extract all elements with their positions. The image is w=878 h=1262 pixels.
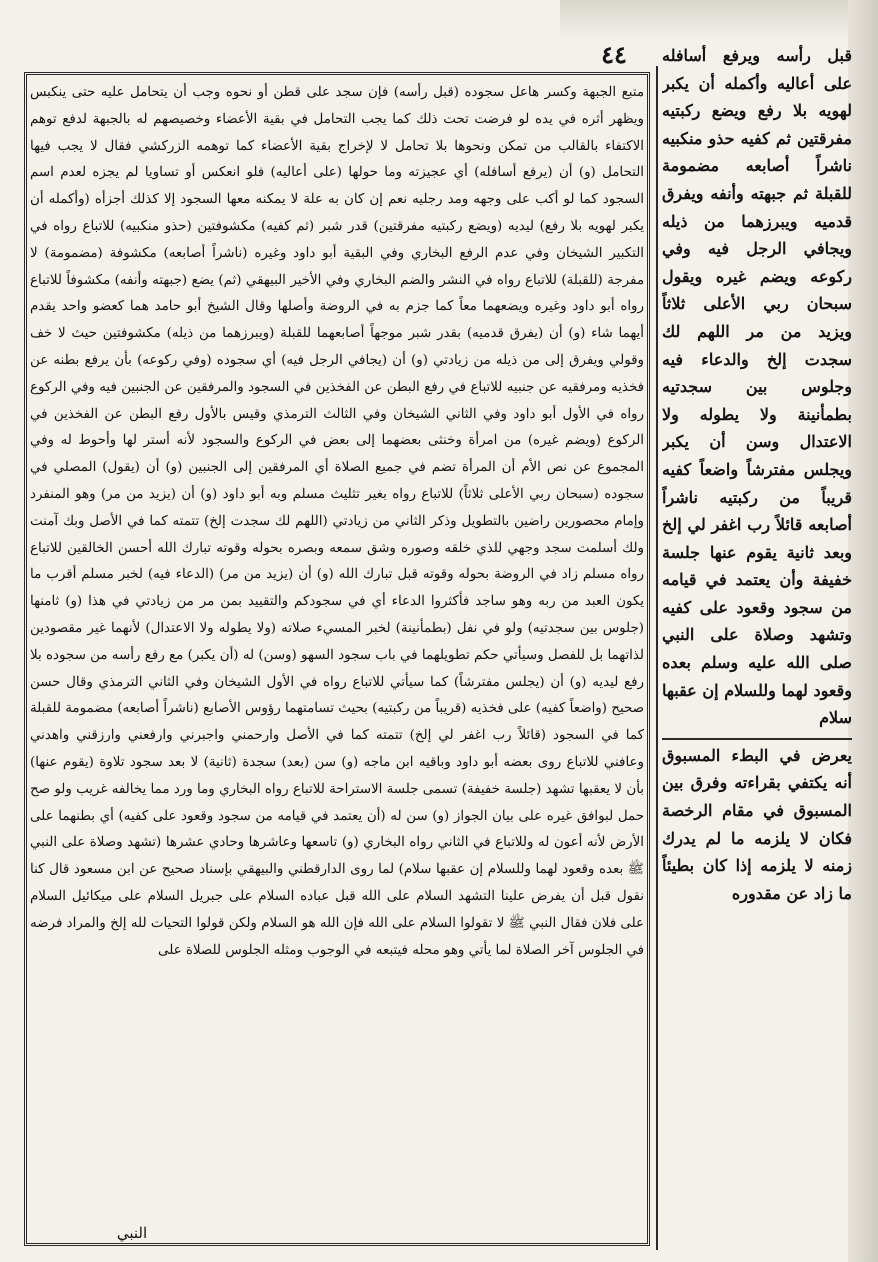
- margin-matn-text: قبل رأسه ويرفع أسافله على أعاليه وأكمله أن يكبر لهويه بلا رفع ويضع ركبتيه مفرقتين ثم كفيه حذو منكبيه ناشراً أصابعه مضمومة للقبلة ثم جبهته وأنفه ويفرق قدميه ويبرزهما من ذيله ويجافي الرجل فيه وفي ركوعه ويضم غيره ويقول سبحان ربي الأعلى ثلاثاً ويزيد من مر اللهم لك سجدت إلخ والدعاء فيه وجلوس بين سجدتيه بطمأنينة ولا يطوله ولا الاعتدال وسن أن يكبر ويجلس مفترشاً واضعاً كفيه قريباً من ركبتيه ناشراً أصابعه قائلاً رب اغفر لي إلخ وبعد ثانية يقوم عنها جلسة خفيفة وأن يعتمد في قيامه من سجود وقعود على كفيه وتشهد وصلاة على النبي صلى الله عليه وسلم بعده وقعود لهما وللسلام إن عقبها سلام: [662, 46, 852, 728]
- scan-shadow-top: [560, 0, 878, 40]
- margin-note-text: يعرض في البطء المسبوق أنه يكتفي بقراءته وفرق بين المسبوق في مقام الرخصة فكان لا يلزمه ما لم يدرك زمنه لا يلزمه إذا كان بطيئاً ما زاد عن مقدوره: [662, 745, 852, 903]
- page-number: ٤٤: [601, 40, 627, 69]
- commentary-paragraph: متبع الجبهة وكسر هاعل سجوده (قبل رأسه) فإن سجد على قطن أو نحوه وجب أن يتحامل عليه حتى ينكبس ويظهر أثره في يده لو فرضت تحت ذلك كما يجب التحامل في بقية الأعضاء وخصيصهم له بالجبهة لدفع توهم الاكتفاء بالقالب من تمكن ونحوها بلا تحامل لا لإخراج بقية الأعضاء كما توهمه الزركشي فقال لا يجب فيها التحامل (و) أن (يرفع أسافله) أي عجيزته وما حولها (على أعاليه) فلو انعكس أو تساويا لم يجزه لعدم اسم السجود كما لو أكب على وجهه ومد رجليه نعم إن كان به علة لا يمكنه معها السجود إلا كذلك أجزأه (وأكمله أن يكبر لهويه بلا رفع) ليديه (ويضع ركبتيه مفرقتين) قدر شبر (ثم كفيه) مكشوفتين (حذو منكبيه) للاتباع رواه في التكبير الشيخان وفي عدم الرفع البخاري وفي البقية أبو داود وغيره (ناشراً أصابعه) مكشوفة (مضمومة) لا مفرجة (للقبلة) للاتباع رواه في النشر والضم البخاري وفي الأخير البيهقي (ثم) يضع (جبهته وأنفه) مكشوفاً للاتباع رواه أبو داود وغيره ويضعهما معاً كما جزم به في الروضة وأصلها وقال الشيخ أبو حامد هما كعضو واحد يقدم أيهما شاء (و) أن (يفرق قدميه) بقدر شبر موجهاً أصابعهما للقبلة (ويبرزهما من ذيله) مكشوفتين حيث لا خف وقولي ويفرق إلى من ذيله من زيادتي (و) أن (يجافي الرجل فيه) أي سجوده (وفي ركوعه) بأن يرفع بطنه عن فخذيه ومرفقيه عن جنبيه للاتباع في رفع البطن عن الفخذين في السجود والمرفقين عن الجنبين فيه وفي الركوع رواه في الأول أبو داود وفي الثاني الشيخان وفي الثالث الترمذي وقيس بالأول رفع البطن عن الفخذين في الركوع (ويضم غيره) من امرأة وخنثى بعضهما إلى بعض في الركوع والسجود لأنه أستر لها وأحوط له وفي المجموع عن نص الأم أن المرأة تضم في جميع الصلاة أي المرفقين إلى الجنبين (و) أن (يقول) المصلي في سجوده (سبحان ربي الأعلى ثلاثاً) للاتباع رواه بغير تثليث مسلم وبه أبو داود (و) أن (يزيد من مر) وهو المنفرد وإمام محصورين راضين بالتطويل وذكر الثاني من زيادتي (اللهم لك سجدت إلخ) تتمته كما في الأصل وبك آمنت ولك أسلمت سجد وجهي للذي خلقه وصوره وشق سمعه وبصره بحوله وقوته تبارك الله أحسن الخالقين للاتباع رواه مسلم زاد في الروضة بحوله وقوته قبل تبارك الله (و) أن (يزيد من مر) (الدعاء فيه) لخبر مسلم أقرب ما يكون العبد من ربه وهو ساجد فأكثروا الدعاء أي في سجودكم والتقييد بمن مر من زيادتي في هذا (و) ثامنها (جلوس بين سجدتيه) ولو في نفل (بطمأنينة) لخبر المسيء صلاته (ولا يطوله ولا الاعتدال) لأنهما غير مقصودين لذاتهما بل للفصل وسيأتي حكم تطويلهما في باب سجود السهو (وسن) له (أن يكبر) مع رفع رأسه من سجوده بلا رفع ليديه (و) أن (يجلس مفترشاً) كما سيأتي للاتباع رواه في الأول الشيخان وفي الثاني الترمذي وقال حسن صحيح (واضعاً كفيه) على فخذيه (قريباً من ركبتيه) بحيث تسامتهما رؤوس الأصابع (ناشراً أصابعه) مضمومة للقبلة كما في السجود (قائلاً رب اغفر لي إلخ) تتمته كما في الأصل وارحمني واجبرني وارفعني وارزقني واهدني وعافني للاتباع روى بعضه أبو داود وباقيه ابن ماجه (و) سن (بعد) سجدة (ثانية) لا بعد سجود تلاوة (يقوم عنها) بأن لا يعقبها تشهد (جلسة خفيفة) تسمى جلسة الاستراحة للاتباع رواه البخاري وما ورد مما يخالفه غريب ولو صح حمل لبوافق غيره على بيان الجواز (و) سن له (أن يعتمد في قيامه من سجود وقعود على كفيه) أي بطنهما على الأرض لأنه أعون له وللاتباع في الثاني رواه البخاري (و) تاسعها وعاشرها وحادي عشرها (تشهد وصلاة على النبي ﷺ بعده وقعود لهما وللسلام إن عقبها سلام) لما روى الدارقطني والبيهقي بإسناد صحيح عن ابن مسعود قال كنا نقول قبل أن يفرض علينا التشهد السلام على الله قبل عباده السلام على جبريل السلام على ميكائيل السلام على فلان فقال النبي ﷺ لا تقولوا السلام على الله فإن الله هو السلام ولكن قولوا التحيات لله إلخ والمراد فرضه في الجلوس آخر الصلاة لما يأتي وهو محله فيتبعه في الوجوب ومثله الجلوس للصلاة على: [30, 85, 644, 958]
- column-divider: [656, 66, 658, 1250]
- margin-separator: [662, 738, 852, 740]
- catchword: النبي: [116, 1224, 148, 1242]
- commentary-text-block: [30, 80, 644, 1240]
- margin-matn-column: [662, 42, 852, 1250]
- scan-shadow-right: [848, 0, 878, 1262]
